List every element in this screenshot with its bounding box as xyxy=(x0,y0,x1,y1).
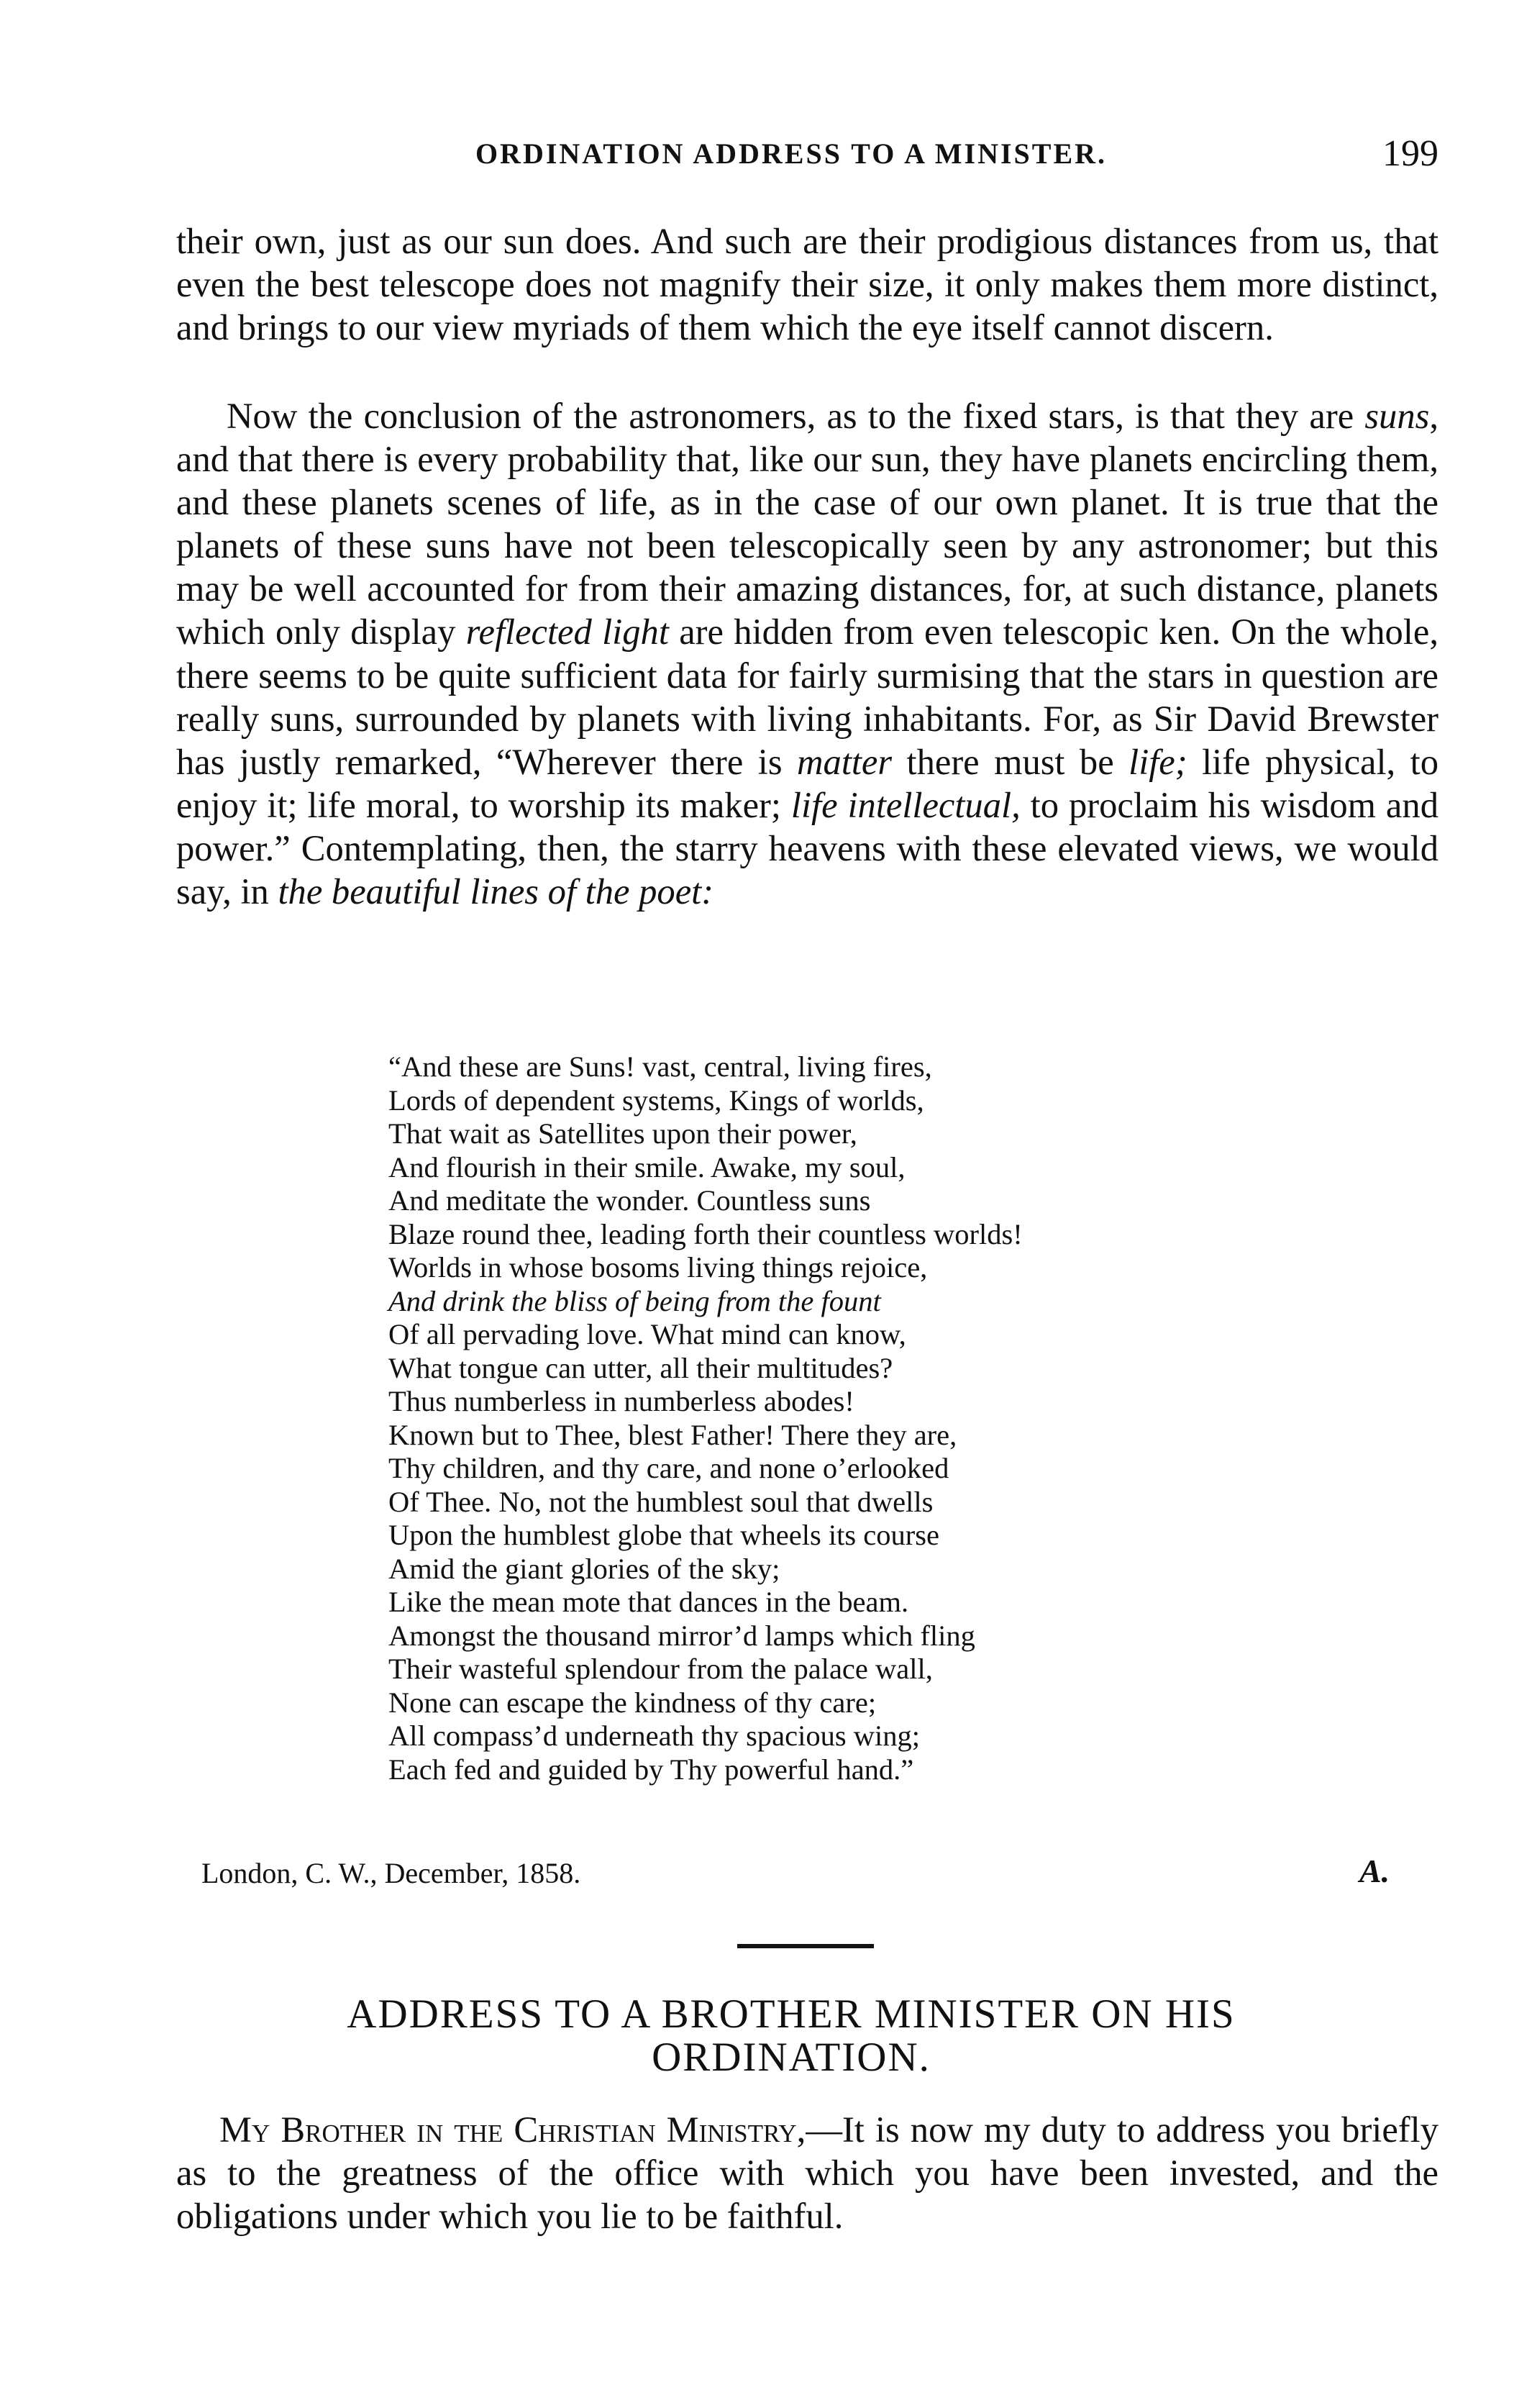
paragraph-2-em-6: the beautiful lines of the poet: xyxy=(278,871,714,912)
paragraph-2-text xyxy=(176,394,1438,913)
poem-line: Of all pervading love. What mind can know, xyxy=(388,1318,906,1350)
section-title-line-1: ADDRESS TO A BROTHER MINISTER ON HIS xyxy=(347,1991,1236,2037)
poem-line: And drink the bliss of being from the fount xyxy=(388,1284,881,1317)
poem-line: Blaze round thee, leading forth their countless worlds! xyxy=(388,1217,1023,1250)
section-title xyxy=(216,1993,1367,2079)
paragraph-2-em-2: reflected light xyxy=(465,612,669,653)
paragraph-2-em-3: matter xyxy=(796,741,893,782)
poem-line: Amongst the thousand mirror’d lamps which fling xyxy=(388,1619,975,1652)
dateline: London, C. W., December, 1858. xyxy=(201,1857,581,1889)
poem-line: Lords of dependent systems, Kings of worlds, xyxy=(388,1083,924,1117)
poem-line: Like the mean mote that dances in the beam. xyxy=(388,1586,909,1618)
poem-line: Each fed and guided by Thy powerful hand.” xyxy=(388,1753,914,1786)
paragraph-2-em-1: suns xyxy=(1364,396,1430,436)
poem-line: Worlds in whose bosoms living things rejoice, xyxy=(388,1251,928,1283)
poem-line: None can escape the kindness of thy care; xyxy=(388,1686,877,1719)
signature-initial: A. xyxy=(1359,1853,1390,1889)
poem-line: That wait as Satellites upon their power, xyxy=(388,1117,857,1150)
poem-line: Of Thee. No, not the humblest soul that dwells xyxy=(388,1485,934,1518)
paragraph-2-em-5: life intellectual, xyxy=(790,784,1021,825)
poem-line: Known but to Thee, blest Father! There they are, xyxy=(388,1418,957,1451)
paragraph-2-part-1: Now the conclusion of the astronomers, as to the fixed stars, is that they are xyxy=(227,396,1365,436)
poem-line: Amid the giant glories of the sky; xyxy=(388,1552,780,1585)
paragraph-2-part-6: to proclaim his wisdom and power.” Contemplating, then, the starry heavens with these elevated views, we would say, in xyxy=(176,784,1438,912)
poem-line: “And these are Suns! vast, central, living fires, xyxy=(388,1050,932,1083)
section-title-line-2: ORDINATION. xyxy=(652,2035,931,2080)
poem-line: Thus numberless in numberless abodes! xyxy=(388,1385,854,1417)
poem-quotation xyxy=(388,1050,1323,1786)
page-number: 199 xyxy=(1382,133,1438,174)
address-body: —It is now my duty to address you briefly as to the greatness of the office with which you have been invested, and the obligations under which you lie to be faithful. xyxy=(176,2109,1439,2237)
poem-line: All compass’d underneath thy spacious wing; xyxy=(388,1719,920,1752)
section-divider xyxy=(737,1944,874,1948)
poem-line: What tongue can utter, all their multitudes? xyxy=(388,1351,893,1384)
poem-line: And flourish in their smile. Awake, my soul, xyxy=(388,1150,906,1183)
poem-line: Upon the humblest globe that wheels its course xyxy=(388,1519,939,1551)
address-paragraph xyxy=(176,2108,1438,2281)
running-head: ORDINATION ADDRESS TO A MINISTER. xyxy=(475,137,1108,170)
paragraph-continuation xyxy=(176,219,1438,396)
paragraph-1-text: their own, just as our sun does. And such are their prodigious distances from us, that even the best telescope does not magnify their size, it only makes them more distinct, and brings to our view myriads of them which the eye itself cannot discern. xyxy=(176,221,1438,348)
paragraph-2-em-4: life; xyxy=(1129,741,1187,782)
address-paragraph-text xyxy=(176,2108,1438,2237)
paragraph-astronomers xyxy=(176,394,1438,1045)
poem-line: And meditate the wonder. Countless suns xyxy=(388,1184,871,1217)
paragraph-2-part-4: there must be xyxy=(892,741,1129,782)
paragraph-2-part-3: are hidden from even telescopic ken. On the whole, there seems to be quite sufficient data for fairly surmising that the stars in question are really suns, surrounded by planets with living inhabitants. For, as Sir David Brewster has justly remarked, “Wherever there is xyxy=(176,612,1438,782)
paragraph-2-part-5: life physical, to enjoy it; life moral, to worship its maker; xyxy=(176,741,1438,825)
page-header xyxy=(173,133,1438,187)
poem-line: Thy children, and thy care, and none o’erlooked xyxy=(388,1452,949,1484)
paragraph-2-part-2: , and that there is every probability that, like our sun, they have planets encircling them, and these planets scenes of life, as in the case of our own planet. It is true that the planets of these suns have not been telescopically seen by any astronomer; but this may be well accounted for from their amazing distances, for, at such distance, planets which only display xyxy=(176,396,1438,653)
salutation: My Brother in the Christian Ministry, xyxy=(219,2109,806,2150)
poem-line: Their wasteful splendour from the palace wall, xyxy=(388,1653,933,1685)
